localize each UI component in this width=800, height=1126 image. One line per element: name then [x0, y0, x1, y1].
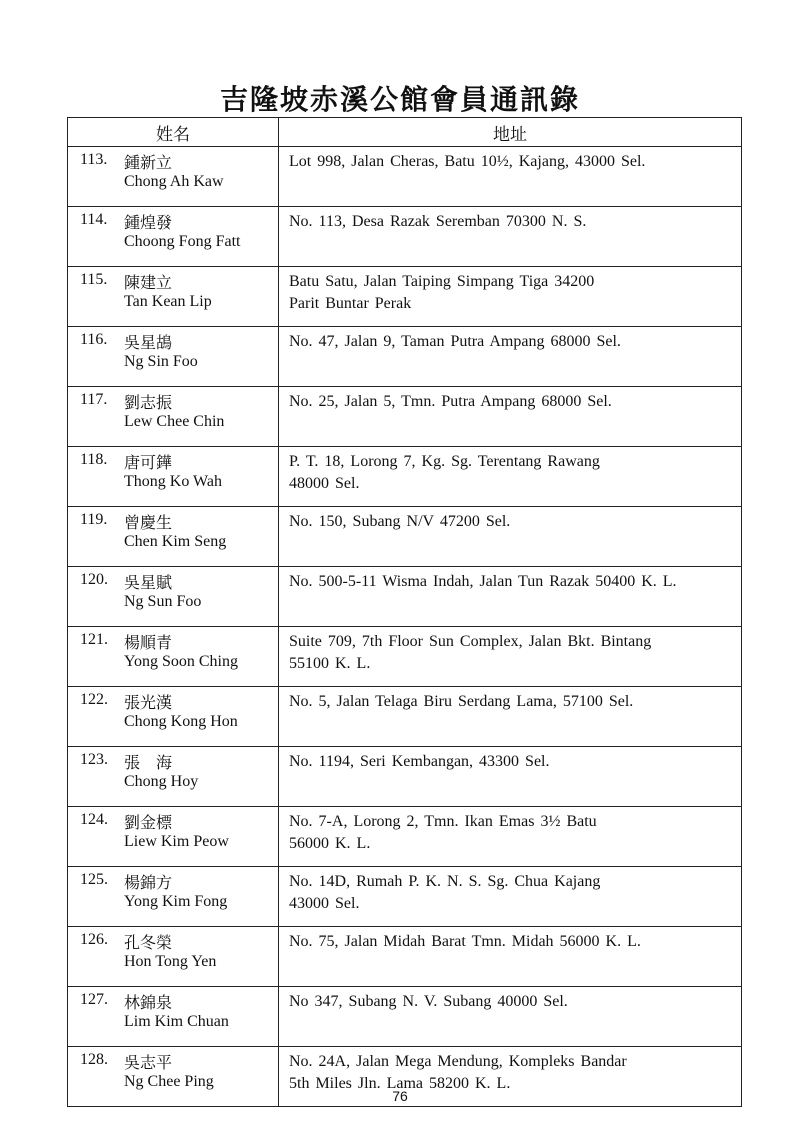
address-line: No. 25, Jalan 5, Tmn. Putra Ampang 68000 Sel. — [289, 393, 612, 410]
member-chinese-name: 鍾煌發 — [124, 213, 173, 232]
member-address-cell — [279, 447, 742, 507]
member-chinese-name: 劉金標 — [124, 813, 173, 832]
member-number: 118. — [80, 451, 108, 468]
address-line: No. 47, Jalan 9, Taman Putra Ampang 68000 Sel. — [289, 333, 621, 350]
member-number: 126. — [80, 931, 108, 948]
table-row — [68, 327, 742, 387]
table-row — [68, 927, 742, 987]
table-row — [68, 567, 742, 627]
page-number: 76 — [392, 1088, 408, 1104]
address-line: 5th Miles Jln. Lama 58200 K. L. — [289, 1075, 511, 1092]
table-body — [68, 147, 742, 1107]
member-name-cell — [68, 627, 279, 687]
table-row — [68, 447, 742, 507]
member-chinese-name: 鍾新立 — [124, 153, 173, 172]
address-line: Lot 998, Jalan Cheras, Batu 10½, Kajang, 43000 Sel. — [289, 153, 646, 170]
address-line: P. T. 18, Lorong 7, Kg. Sg. Terentang Rawang — [289, 453, 600, 470]
member-chinese-name: 林錦泉 — [124, 993, 173, 1012]
member-english-name: Thong Ko Wah — [124, 473, 222, 490]
table-header-row — [68, 118, 742, 147]
member-number: 116. — [80, 331, 108, 348]
name-column-header: 姓名 — [68, 118, 279, 147]
address-line: 56000 K. L. — [289, 835, 371, 852]
member-address-cell — [279, 627, 742, 687]
address-line: No. 14D, Rumah P. K. N. S. Sg. Chua Kajang — [289, 873, 601, 890]
table-row — [68, 207, 742, 267]
member-english-name: Chen Kim Seng — [124, 533, 227, 550]
member-chinese-name: 陳建立 — [124, 273, 173, 292]
address-line: No. 5, Jalan Telaga Biru Serdang Lama, 57100 Sel. — [289, 693, 634, 710]
table-row — [68, 687, 742, 747]
member-chinese-name: 張 海 — [124, 753, 173, 772]
member-number: 120. — [80, 571, 108, 588]
member-number: 117. — [80, 391, 108, 408]
member-address-cell — [279, 207, 742, 267]
address-line: No. 150, Subang N/V 47200 Sel. — [289, 513, 511, 530]
member-english-name: Yong Soon Ching — [124, 653, 238, 670]
member-english-name: Lim Kim Chuan — [124, 1013, 229, 1030]
member-number: 121. — [80, 631, 108, 648]
member-chinese-name: 楊錦方 — [124, 873, 173, 892]
member-english-name: Liew Kim Peow — [124, 833, 229, 850]
member-address-cell — [279, 147, 742, 207]
address-line: 55100 K. L. — [289, 655, 371, 672]
member-address-cell — [279, 807, 742, 867]
member-name-cell — [68, 387, 279, 447]
member-name-cell — [68, 267, 279, 327]
address-line: No. 7-A, Lorong 2, Tmn. Ikan Emas 3½ Batu — [289, 813, 597, 830]
member-english-name: Hon Tong Yen — [124, 953, 217, 970]
table-row — [68, 987, 742, 1047]
member-chinese-name: 唐可鏵 — [124, 453, 173, 472]
member-chinese-name: 劉志振 — [124, 393, 173, 412]
member-english-name: Choong Fong Fatt — [124, 233, 241, 250]
member-english-name: Ng Sun Foo — [124, 593, 202, 610]
member-chinese-name: 張光漢 — [124, 693, 173, 712]
member-number: 113. — [80, 151, 108, 168]
member-address-cell — [279, 327, 742, 387]
member-number: 127. — [80, 991, 108, 1008]
member-chinese-name: 吳星鴣 — [124, 333, 173, 352]
member-address-cell — [279, 747, 742, 807]
address-line: No. 500-5-11 Wisma Indah, Jalan Tun Razak 50400 K. L. — [289, 573, 677, 590]
member-chinese-name: 吳志平 — [124, 1053, 173, 1072]
address-line: No. 113, Desa Razak Seremban 70300 N. S. — [289, 213, 587, 230]
member-name-cell — [68, 207, 279, 267]
table-row — [68, 267, 742, 327]
address-line: Batu Satu, Jalan Taiping Simpang Tiga 34200 — [289, 273, 595, 290]
member-chinese-name: 孔冬榮 — [124, 933, 173, 952]
member-name-cell — [68, 687, 279, 747]
member-address-cell — [279, 927, 742, 987]
address-line: No 347, Subang N. V. Subang 40000 Sel. — [289, 993, 568, 1010]
member-number: 125. — [80, 871, 108, 888]
member-name-cell — [68, 987, 279, 1047]
member-address-cell — [279, 687, 742, 747]
address-line: 48000 Sel. — [289, 475, 360, 492]
member-name-cell — [68, 927, 279, 987]
member-name-cell — [68, 447, 279, 507]
member-english-name: Lew Chee Chin — [124, 413, 225, 430]
member-name-cell — [68, 867, 279, 927]
address-line: Parit Buntar Perak — [289, 295, 412, 312]
member-address-cell — [279, 387, 742, 447]
page-title: 吉隆坡赤溪公館會員通訊錄 — [219, 83, 580, 116]
member-address-cell — [279, 987, 742, 1047]
member-address-cell — [279, 567, 742, 627]
member-chinese-name: 楊順青 — [124, 633, 173, 652]
member-name-cell — [68, 147, 279, 207]
table-row — [68, 387, 742, 447]
member-english-name: Chong Hoy — [124, 773, 199, 790]
member-address-cell — [279, 267, 742, 327]
member-name-cell — [68, 567, 279, 627]
table-row — [68, 747, 742, 807]
table-row — [68, 147, 742, 207]
address-line: No. 24A, Jalan Mega Mendung, Kompleks Bandar — [289, 1053, 627, 1070]
member-number: 119. — [80, 511, 108, 528]
table-row — [68, 867, 742, 927]
member-chinese-name: 曾慶生 — [124, 513, 173, 532]
member-chinese-name: 吳星賦 — [124, 573, 173, 592]
member-number: 128. — [80, 1051, 108, 1068]
member-number: 122. — [80, 691, 108, 708]
member-address-cell — [279, 867, 742, 927]
table-row — [68, 507, 742, 567]
member-name-cell — [68, 807, 279, 867]
member-name-cell — [68, 507, 279, 567]
address-line: No. 75, Jalan Midah Barat Tmn. Midah 56000 K. L. — [289, 933, 641, 950]
member-english-name: Tan Kean Lip — [124, 293, 212, 310]
member-number: 114. — [80, 211, 108, 228]
member-name-cell — [68, 747, 279, 807]
member-number: 124. — [80, 811, 108, 828]
member-address-cell — [279, 507, 742, 567]
table-row — [68, 627, 742, 687]
address-line: Suite 709, 7th Floor Sun Complex, Jalan Bkt. Bintang — [289, 633, 652, 650]
table-row — [68, 807, 742, 867]
member-directory-table — [67, 117, 742, 1107]
member-number: 115. — [80, 271, 108, 288]
member-english-name: Ng Chee Ping — [124, 1073, 214, 1090]
member-english-name: Ng Sin Foo — [124, 353, 198, 370]
member-number: 123. — [80, 751, 108, 768]
address-line: 43000 Sel. — [289, 895, 360, 912]
member-english-name: Chong Ah Kaw — [124, 173, 224, 190]
member-english-name: Yong Kim Fong — [124, 893, 228, 910]
address-line: No. 1194, Seri Kembangan, 43300 Sel. — [289, 753, 550, 770]
address-column-header: 地址 — [279, 118, 742, 147]
member-name-cell — [68, 327, 279, 387]
member-english-name: Chong Kong Hon — [124, 713, 238, 730]
